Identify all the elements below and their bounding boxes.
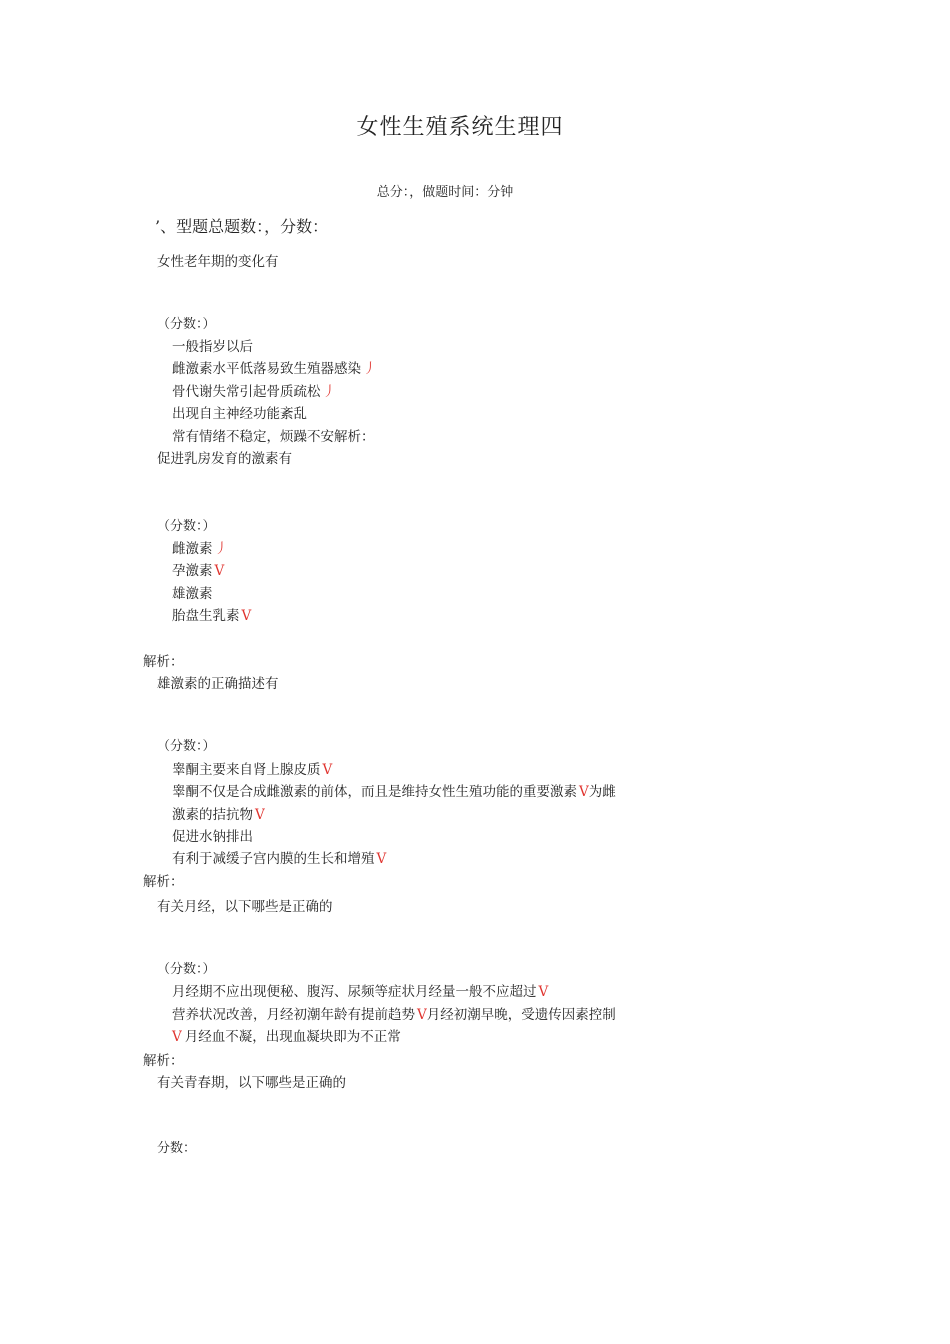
question-1-stem: 女性老年期的变化有: [157, 254, 279, 270]
question-2-analysis: 解析：: [143, 654, 184, 670]
question-3-option-1: 睾酮主要来自肾上腺皮质 V: [172, 762, 333, 778]
question-3-option-4: 有利于减缓子宫内膜的生长和增殖 V: [172, 851, 387, 867]
question-4-stem: 有关月经，以下哪些是正确的: [157, 899, 333, 915]
answer-check-mark: V: [376, 851, 387, 867]
question-2-score: （分数：）: [157, 519, 216, 534]
question-2-option-3: 雄激素: [172, 586, 213, 602]
answer-check-mark: V: [214, 563, 225, 579]
question-2-option-4: 胎盘生乳素 V: [172, 608, 252, 624]
question-1-option-3: 骨代谢失常引起骨质疏松 丿: [172, 384, 336, 400]
question-4-score: （分数：）: [157, 962, 216, 977]
answer-check-mark: 丿: [322, 384, 336, 400]
question-2-stem: 促进乳房发育的激素有: [157, 451, 292, 467]
question-3-option-3: 促进水钠排出: [172, 829, 253, 845]
answer-check-mark: V: [579, 784, 589, 800]
question-1-option-1: 一般指岁以后: [172, 339, 253, 355]
section-header: ’、型题总题数：，分数：: [155, 217, 329, 236]
question-3-analysis: 解析：: [143, 874, 184, 890]
question-3-option-2-continued: 激素的拮抗物 V: [172, 807, 265, 823]
question-1-score: （分数：）: [157, 317, 216, 332]
question-2-option-2: 孕激素 V: [172, 563, 225, 579]
answer-check-mark: V: [172, 1029, 182, 1045]
question-4-analysis: 解析：: [143, 1053, 184, 1069]
question-4-option-line-2: 营养状况改善，月经初潮年龄有提前趋势 V月经初潮早晚，受遗传因素控制: [172, 1007, 616, 1023]
question-1-option-2: 雌激素水平低落易致生殖器感染 丿: [172, 361, 377, 377]
answer-check-mark: V: [255, 807, 265, 823]
document-title: 女性生殖系统生理四: [356, 115, 564, 140]
question-1-option-5: 常有情绪不稳定，烦躁不安解析：: [172, 429, 375, 445]
answer-check-mark: 丿: [214, 541, 228, 557]
answer-check-mark: V: [241, 608, 252, 624]
question-4-option-line-3: V 月经血不凝，出现血凝块即为不正常: [172, 1029, 401, 1045]
answer-check-mark: V: [322, 762, 333, 778]
answer-check-mark: V: [538, 984, 549, 1000]
question-3-option-2: 睾酮不仅是合成雌激素的前体，而且是维持女性生殖功能的重要激素 V为雌: [172, 784, 616, 800]
question-4-option-line-1: 月经期不应出现便秘、腹泻、尿频等症状月经量一般不应超过 V: [172, 984, 549, 1000]
question-3-score: （分数：）: [157, 739, 216, 754]
question-2-option-1: 雌激素 丿: [172, 541, 228, 557]
answer-check-mark: 丿: [363, 361, 377, 377]
question-1-option-4: 出现自主神经功能紊乱: [172, 406, 307, 422]
question-3-stem: 雄激素的正确描述有: [157, 676, 279, 692]
question-5-score: 分数：: [157, 1141, 197, 1156]
score-time-info: 总分：，做题时间：分钟: [376, 185, 514, 200]
answer-check-mark: V: [417, 1007, 427, 1023]
question-5-stem: 有关青春期，以下哪些是正确的: [157, 1075, 346, 1091]
